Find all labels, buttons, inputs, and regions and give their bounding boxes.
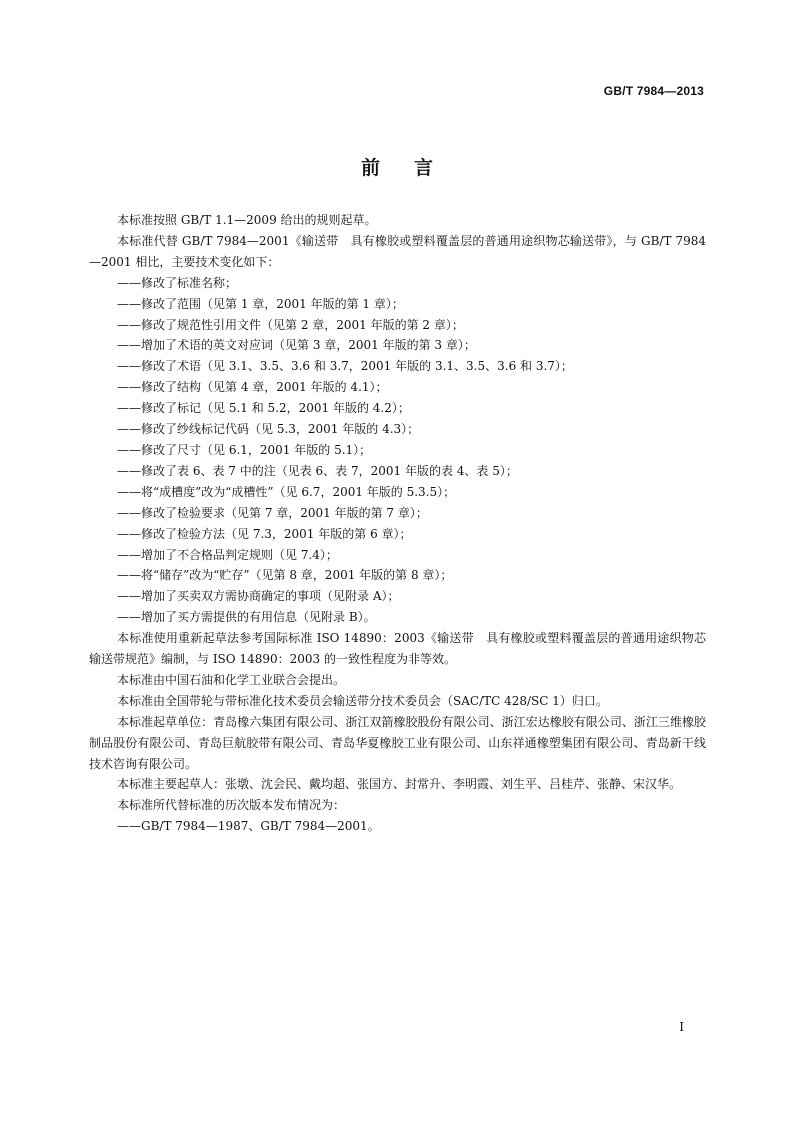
change-list-item: ——增加了买方需提供的有用信息（见附录 B）。 (117, 610, 376, 625)
change-list-item: ——修改了表 6、表 7 中的注（见表 6、表 7，2001 年版的表 4、表 5）； (117, 463, 518, 478)
change-list-item: ——修改了标准名称； (117, 275, 238, 290)
paragraph-replaces: 本标准代替 GB/T 7984—2001《输送带 具有橡胶或塑料覆盖层的普通用途织物芯输送带》，与 GB/T 7984—2001 相比，主要技术变化如下： (89, 233, 706, 269)
change-list-item: ——修改了标记（见 5.1 和 5.2，2001 年版的 4.2）； (117, 401, 410, 416)
change-list-item: ——修改了纱线标记代码（见 5.3，2001 年版的 4.3）； (117, 422, 420, 437)
change-list-item: ——修改了范围（见第 1 章，2001 年版的第 1 章）； (117, 296, 404, 311)
page-number: I (679, 1020, 684, 1034)
change-list-item: ——将“成槽度”改为“成槽性”（见 6.7，2001 年版的 5.3.5）； (117, 484, 456, 499)
change-list-item: ——修改了规范性引用文件（见第 2 章，2001 年版的第 2 章）； (117, 317, 464, 332)
change-list-item: ——修改了尺寸（见 6.1，2001 年版的 5.1）； (117, 442, 372, 457)
change-list-item: ——修改了结构（见第 4 章，2001 年版的 4.1）； (117, 380, 388, 395)
paragraph-under-jurisdiction: 本标准由全国带轮与带标准化技术委员会输送带分技术委员会（SAC/TC 428/SC 1）归口。 (117, 693, 608, 708)
paragraph-proposed-by: 本标准由中国石油和化学工业联合会提出。 (117, 672, 346, 687)
change-list-item: ——增加了不合格品判定规则（见 7.4）； (117, 547, 338, 562)
paragraph-iso-reference: 本标准使用重新起草法参考国际标准 ISO 14890：2003《输送带 具有橡胶或塑料覆盖层的普通用途织物芯输送带规范》编制，与 ISO 14890：2003 的一致性程度为非等效。 (89, 631, 706, 667)
paragraph-previous-versions: 本标准所代替标准的历次版本发布情况为： (117, 798, 346, 813)
change-list-item: ——将“储存”改为“贮存”（见第 8 章，2001 年版的第 8 章）； (117, 568, 453, 583)
paragraph-drafting-rule: 本标准按照 GB/T 1.1—2009 给出的规则起草。 (117, 213, 377, 227)
foreword-body (89, 210, 706, 837)
paragraph-main-drafters: 本标准主要起草人：张墩、沈会民、戴均超、张国方、封常升、李明霞、刘生平、吕桂芹、张静、宋汉华。 (117, 777, 682, 792)
page-title: 前言 (360, 157, 467, 179)
change-list-item: ——修改了检验要求（见第 7 章，2001 年版的第 7 章）； (117, 505, 428, 520)
change-list-item: ——增加了买卖双方需协商确定的事项（见附录 A）； (117, 589, 400, 604)
paragraph-drafting-units: 本标准起草单位：青岛橡六集团有限公司、浙江双箭橡胶股份有限公司、浙江宏达橡胶有限公司、浙江三维橡胶制品股份有限公司、青岛巨航胶带有限公司、青岛华夏橡胶工业有限公司、山东祥通橡塑集团有限公司、青岛新干线技术咨询有限公司。 (89, 714, 706, 771)
standard-code: GB/T 7984—2013 (603, 84, 704, 98)
change-list-item: ——修改了术语（见 3.1、3.5、3.6 和 3.7，2001 年版的 3.1、3.5、3.6 和 3.7）； (117, 359, 573, 374)
change-list-item: ——增加了术语的英文对应词（见第 3 章，2001 年版的第 3 章）； (117, 338, 476, 353)
change-list-item: ——修改了检验方法（见 7.3，2001 年版的第 6 章）； (117, 526, 412, 541)
previous-versions-item: ——GB/T 7984—1987、GB/T 7984—2001。 (117, 819, 380, 834)
